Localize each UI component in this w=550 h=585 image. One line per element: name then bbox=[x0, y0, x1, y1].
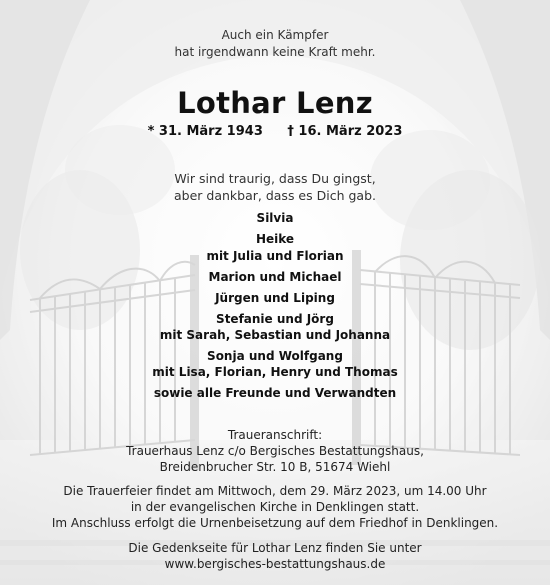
memorial-website-link[interactable]: www.bergisches-bestattungshaus.de bbox=[164, 557, 386, 571]
mourner-line: sowie alle Freunde und Verwandten bbox=[153, 386, 397, 400]
mourner-line: mit Sarah, Sebastian und Johanna bbox=[159, 328, 391, 342]
memorial-line-1: Die Gedenkseite für Lothar Lenz finden Sie unter bbox=[128, 541, 422, 555]
mourner-line: Heike bbox=[255, 232, 295, 246]
ceremony-line-3: Im Anschluss erfolgt die Urnenbeisetzung auf dem Friedhof in Denklingen. bbox=[51, 516, 499, 530]
address-heading: Traueranschrift: bbox=[227, 428, 323, 442]
life-dates bbox=[0, 124, 550, 139]
address-line-1: Trauerhaus Lenz c/o Bergisches Bestattungshaus, bbox=[126, 444, 424, 458]
ceremony-line-1: Die Trauerfeier findet am Mittwoch, dem 29. März 2023, um 14.00 Uhr bbox=[63, 484, 487, 498]
motto-line-2: hat irgendwann keine Kraft mehr. bbox=[174, 45, 376, 59]
quote-line-2: aber dankbar, dass es Dich gab. bbox=[174, 188, 376, 203]
death-date: † 16. März 2023 bbox=[287, 124, 403, 139]
mourner-line: Sonja und Wolfgang bbox=[207, 349, 343, 363]
birth-date: * 31. März 1943 bbox=[147, 124, 263, 139]
mourner-line: mit Lisa, Florian, Henry und Thomas bbox=[152, 365, 398, 379]
motto-line-1: Auch ein Kämpfer bbox=[221, 28, 329, 42]
mourner-line: Marion und Michael bbox=[208, 270, 342, 284]
mourner-line: Stefanie und Jörg bbox=[216, 312, 334, 326]
ceremony-line-2: in der evangelischen Kirche in Denklingen statt. bbox=[130, 500, 420, 514]
deceased-name: Lothar Lenz bbox=[177, 86, 373, 120]
mourner-line: mit Julia und Florian bbox=[206, 249, 344, 263]
mourner-line: Silvia bbox=[256, 211, 294, 225]
quote-line-1: Wir sind traurig, dass Du gingst, bbox=[174, 171, 376, 186]
mourner-line: Jürgen und Liping bbox=[215, 291, 335, 305]
address-line-2: Breidenbrucher Str. 10 B, 51674 Wiehl bbox=[159, 460, 391, 474]
